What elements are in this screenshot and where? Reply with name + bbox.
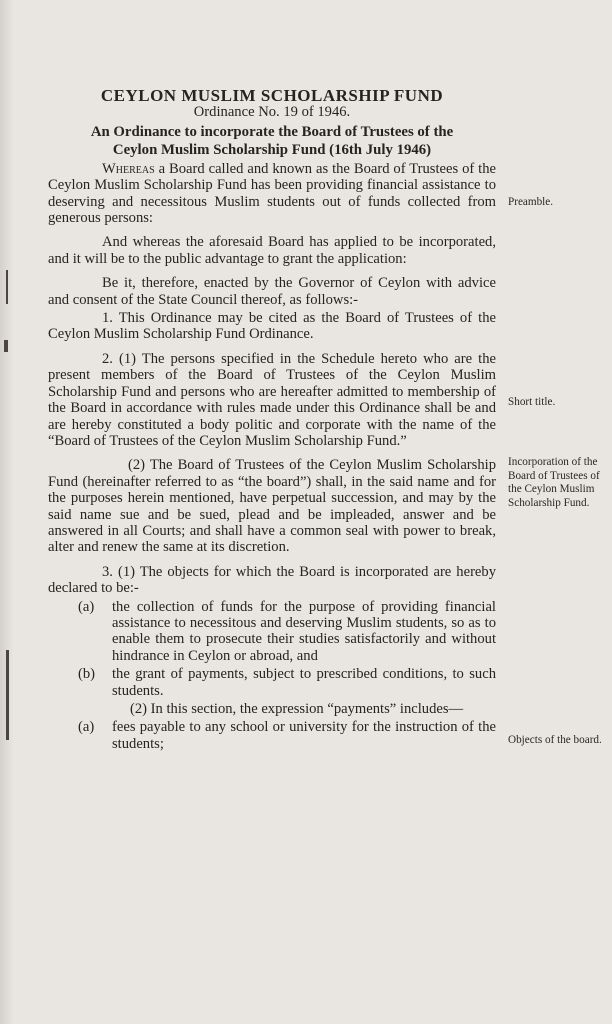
binding-mark <box>6 650 9 740</box>
document-title: CEYLON MUSLIM SCHOLARSHIP FUND <box>100 86 444 105</box>
ordinance-text <box>48 88 496 754</box>
preamble-paragraph <box>48 161 496 227</box>
ordinance-number: Ordinance No. 19 of 1946. <box>193 104 351 121</box>
margin-note-objects: Objects of the board. <box>508 734 602 746</box>
item-label: (a) <box>78 598 95 615</box>
binding-mark <box>4 340 8 352</box>
enacting-clause: Be it, therefore, enacted by the Governor of Ceylon with advice and consent of the State Council thereof, as follows:- <box>48 275 496 308</box>
margin-note-short-title: Short title. <box>508 396 556 408</box>
item-label: (a) <box>78 719 95 736</box>
section-2-2: (2) The Board of Trustees of the Ceylon Muslim Scholarship Fund (hereinafter referred to as “the board”) shall, in the said name and for the purposes herein mentioned, have perpetual succession, and may by the said name sue and be sued, plead and be impleaded, answer and be answered in all Courts; and shall have a common seal with power to break, alter and renew the same at its discretion. <box>48 457 496 556</box>
margin-note-preamble: Preamble. <box>508 196 554 208</box>
section-3-2: (2) In this section, the expression “payments” includes— <box>130 701 464 717</box>
item-text: fees payable to any school or university for the instruction of the students; <box>112 719 496 752</box>
page-edge-shadow <box>0 0 14 1024</box>
section-3-1: 3. (1) The objects for which the Board is incorporated are hereby declared to be:- <box>48 563 496 597</box>
section-2-1: 2. (1) The persons specified in the Schedule hereto who are the present members of the Board of Trustees of the Ceylon Muslim Scholarship Fund and persons who are hereafter admitted to membership of the Board in accordance with rules made under this Ordinance shall be and are hereby constituted a body politic and corporate with the name of the “Board of Trustees of the Ceylon Muslim Scholarship Fund.” <box>48 350 496 449</box>
binding-mark <box>6 270 8 304</box>
item-text: the collection of funds for the purpose of providing financial assistance to necessitous and deserving Muslim students, so as to enable them to prosecute their studies satisfactorily and without hindrance in Ceylon or abroad, and <box>112 598 496 664</box>
item-text: the grant of payments, subject to prescribed conditions, to such students. <box>112 666 496 699</box>
long-title: An Ordinance to incorporate the Board of Trustees of the Ceylon Muslim Scholarship Fund (16th July 1946) <box>90 123 454 158</box>
margin-note-incorporation: Incorporation of the Board of Trustees of the Ceylon Muslim Scholarship Fund. <box>508 456 600 509</box>
section-1: 1. This Ordinance may be cited as the Board of Trustees of the Ceylon Muslim Scholarship Fund Ordinance. <box>48 310 496 343</box>
item-label: (b) <box>78 666 96 683</box>
list-item <box>78 719 496 752</box>
list-item <box>78 599 496 665</box>
list-item <box>78 666 496 699</box>
whereas-text: a Board called and known as the Board of Trustees of the Ceylon Muslim Scholarship Fund has been providing financial assistance to deserving and necessitous Muslim students out of funds collected from generous persons: <box>48 160 496 227</box>
whereas-lead: Whereas <box>102 160 155 177</box>
and-whereas-paragraph: And whereas the aforesaid Board has applied to be incorporated, and it will be to the public advantage to grant the application: <box>48 234 496 267</box>
